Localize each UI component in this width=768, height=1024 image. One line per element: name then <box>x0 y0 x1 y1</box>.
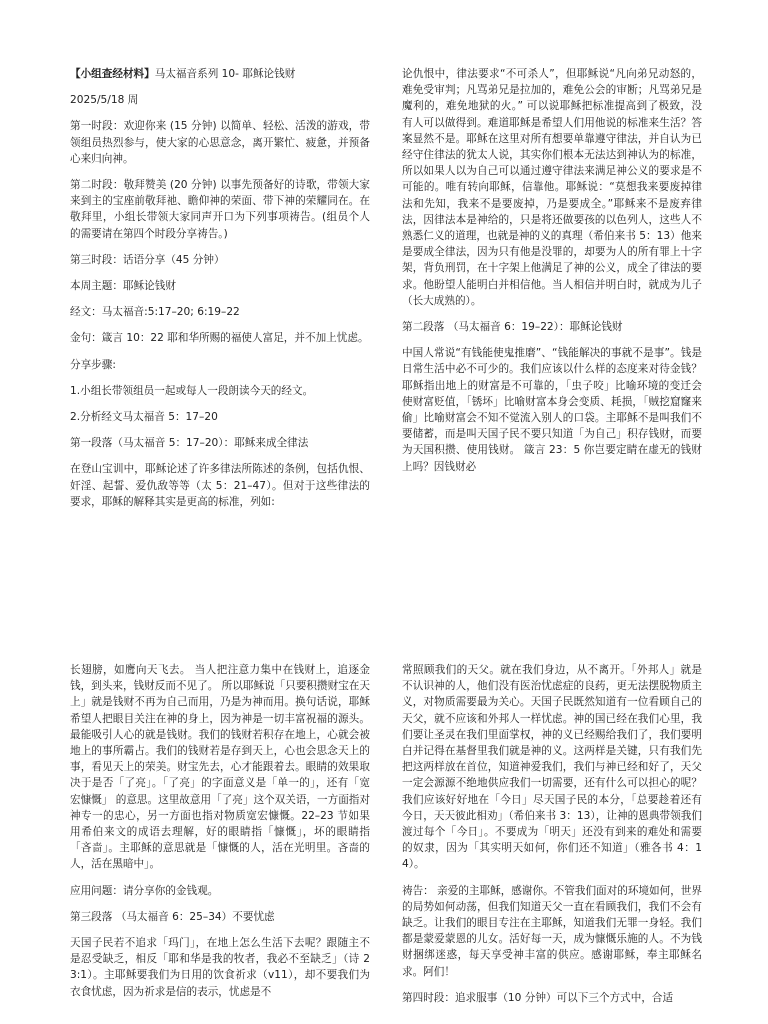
paragraph: 金句：箴言 10：22 耶和华所赐的福使人富足，并不加上忧虑。 <box>70 332 369 345</box>
paragraph: 分享步骤: <box>70 358 116 371</box>
doc-title-text: 马太福音系列 10- 耶稣论钱财 <box>154 68 296 80</box>
paragraph: 经文：马太福音:5:17–20; 6:19–22 <box>70 306 240 319</box>
doc-title: 【小组查经材料】马太福音系列 10- 耶稣论钱财 <box>70 68 296 80</box>
paragraph: 第四时段：追求服事（10 分钟）可以下三个方式中，合适 <box>402 991 674 1004</box>
paragraph: 中国人常说“有钱能使鬼推磨”、“钱能解决的事就不是事”。钱是日常生活中必不可少的。我们应该以什么样的态度来对待金钱？耶稣指出地上的财富是不可靠的，「虫子咬」比喻环境的变迁会使财富贬值，「锈坏」比喻财富本身会变质、耗损，「贼挖窟窿来偷」比喻财富会不知不觉流入别人的口袋。主耶稣不是叫我们不要储蓄，而是叫天国子民不要只知道「为自己」积存钱财，而要为天国积攒、使用钱财。 箴言 23：5 你岂要定睛在虚无的钱财上吗？因钱财必 <box>402 347 702 473</box>
paragraph: 第二时段：敬拜赞美 (20 分钟) 以事先预备好的诗歌，带领大家来到主的宝座前敬拜祂、瞻仰神的荣面、带下神的荣耀同在。在敬拜里，小组长带领大家同声开口为下列事项祷告。(组员个人的需要请在第四个时段分享祷告。) <box>70 179 370 240</box>
paragraph: 在登山宝训中，耶稣论述了许多律法所陈述的条例，包括仇恨、奸淫、起誓、爱仇敌等等（太 5：21–47）。但对于这些律法的要求，耶稣的解释其实是更高的标准，列如: <box>70 463 370 508</box>
paragraph: 祷告： 亲爱的主耶稣，感谢你。不管我们面对的环境如何，世界的局势如何动荡，但我们知道天父一直在看顾我们，我们不会有缺乏。让我们的眼目专注在主耶稣，知道我们无罪一身轻。我们都是蒙爱蒙恩的儿女。活好每一天，成为慷慨乐施的人。不为钱财捆绑迷惑，每天享受神丰富的供应。感谢耶稣，奉主耶稣名求。阿们！ <box>402 884 702 978</box>
page2-left-column <box>70 662 370 1024</box>
page-break <box>0 520 768 650</box>
paragraph: 第三段落 （马太福音 6：25–34）不要忧虑 <box>70 910 275 923</box>
paragraph: 第一时段：欢迎你来 (15 分钟) 以简单、轻松、活泼的游戏，带领组员热烈参与，使大家的心思意念，离开繁忙、疲惫，并预备心来归向神。 <box>70 120 370 165</box>
paragraph: 2.分析经文马太福音 5：17–20 <box>70 411 218 424</box>
paragraph: 1.小组长带领组员一起或每人一段朗读今天的经文。 <box>70 384 314 397</box>
paragraph: 长翅膀，如鹰向天飞去。 当人把注意力集中在钱财上，追逐金钱，到头来，钱财反而不见了。 所以耶稣说「只要积攒财宝在天上」就是钱财不再为自己而用，乃是为神而用。换句话说，耶稣希望人把眼目关注在神的身上，因为神是一切丰富祝福的源头。最能吸引人心的就是钱财。我们的钱财若积存在地上，心就会被地上的事所霸占。我们的钱财若是存到天上，心也会思念天上的事，看见天上的荣美。财宝先去，心才能跟着去。眼睛的效果取决于是否「了亮」。「了亮」的字面意义是「单一的」，还有「宽宏慷慨」 的意思。这里故意用「了亮」这个双关语，一方面指对神专一的忠心，另一方面也指对物质宽宏慷慨。22–23 节如果用希伯来文的成语去理解，好的眼睛指「慷慨」，坏的眼睛指「吝啬」。主耶稣的意思就是「慷慨的人，活在光明里。吝啬的人，活在黑暗中」。 <box>70 664 370 871</box>
page2-right-column <box>402 662 702 1024</box>
paragraph: 应用问题：请分享你的金钱观。 <box>70 884 219 897</box>
page1-right-column <box>402 66 702 516</box>
paragraph: 第三时段：话语分享（45 分钟） <box>70 253 225 266</box>
paragraph: 论仇恨中，律法要求“不可杀人”，但耶稣说“凡向弟兄动怒的，难免受审判；凡骂弟兄是拉加的，难免公会的审断；凡骂弟兄是魔利的，难免地狱的火。” 可以说耶稣把标准提高到了极致，没有人可以做得到。难道耶稣是希望人们用他说的标准来生活？答案显然不是。耶稣在这里对所有想要单靠遵守律法，并自认为已经守住律法的犹太人说，其实你们根本无法达到神认为的标准，所以如果人以为自己可以通过遵守律法来满足神公义的要求是不可能的。唯有转向耶稣，信靠他。耶稣说：“莫想我来要废掉律法和先知，我来不是要废掉，乃是要成全。”耶稣来不是废弃律法，因律法本是神给的，只是将还做要孩的以色列人，这些人不熟悉仁义的道理，也就是神的义的真理（希伯来书 5：13）他来是要成全律法，因为只有他是没罪的，却要为人的所有罪上十字架，背负刑罚，在十字架上他满足了神的公义，成全了律法的要求。他盼望人能明白并相信他。当人相信并明白时，就成为儿子（长大成熟的）。 <box>402 68 702 307</box>
paragraph: 第一段落（马太福音 5：17–20）：耶稣来成全律法 <box>70 437 309 450</box>
paragraph: 2025/5/18 周 <box>70 94 139 107</box>
paragraph: 本周主题：耶稣论钱财 <box>70 280 176 293</box>
paragraph: 天国子民若不追求「玛门」，在地上怎么生活下去呢？跟随主不是忍受缺乏，相反「耶和华是我的牧者，我必不至缺乏」（诗 23:1）。主耶稣要我们为日用的饮食祈求（v11），却不要我们为衣食忧虑，因为祈求是信的表示，忧虑是不 <box>70 937 370 998</box>
paragraph: 第二段落 （马太福音 6：19–22）：耶稣论钱财 <box>402 321 623 334</box>
paragraph: 常照顾我们的天父。就在我们身边，从不离开。「外邦人」就是不认识神的人，他们没有医治忧虑症的良药，更无法摆脱物质主义，对物质需要最为关心。天国子民既然知道有一位看顾自己的天父，就不应该和外邦人一样忧虑。神的国已经在我们心里，我们要让圣灵在我们里面掌权，神的义已经赐给我们了，我们要明白并记得在基督里我们就是神的义。这两样是关键，只有我们先把这两样放在首位，知道神爱我们，我们与神已经和好了，天父一定会源源不绝地供应我们一切需要，还有什么可以担心的呢？我们应该好好地在「今日」尽天国子民的本分，「总要趁着还有今日，天天彼此相劝」（希伯来书 3：13），让神的恩典带领我们渡过每个「今日」。不要成为「明天」还没有到来的难处和需要的奴隶，因为「其实明天如何，你们还不知道」（雅各书 4：14）。 <box>402 664 702 871</box>
page1-left-column <box>70 66 370 520</box>
